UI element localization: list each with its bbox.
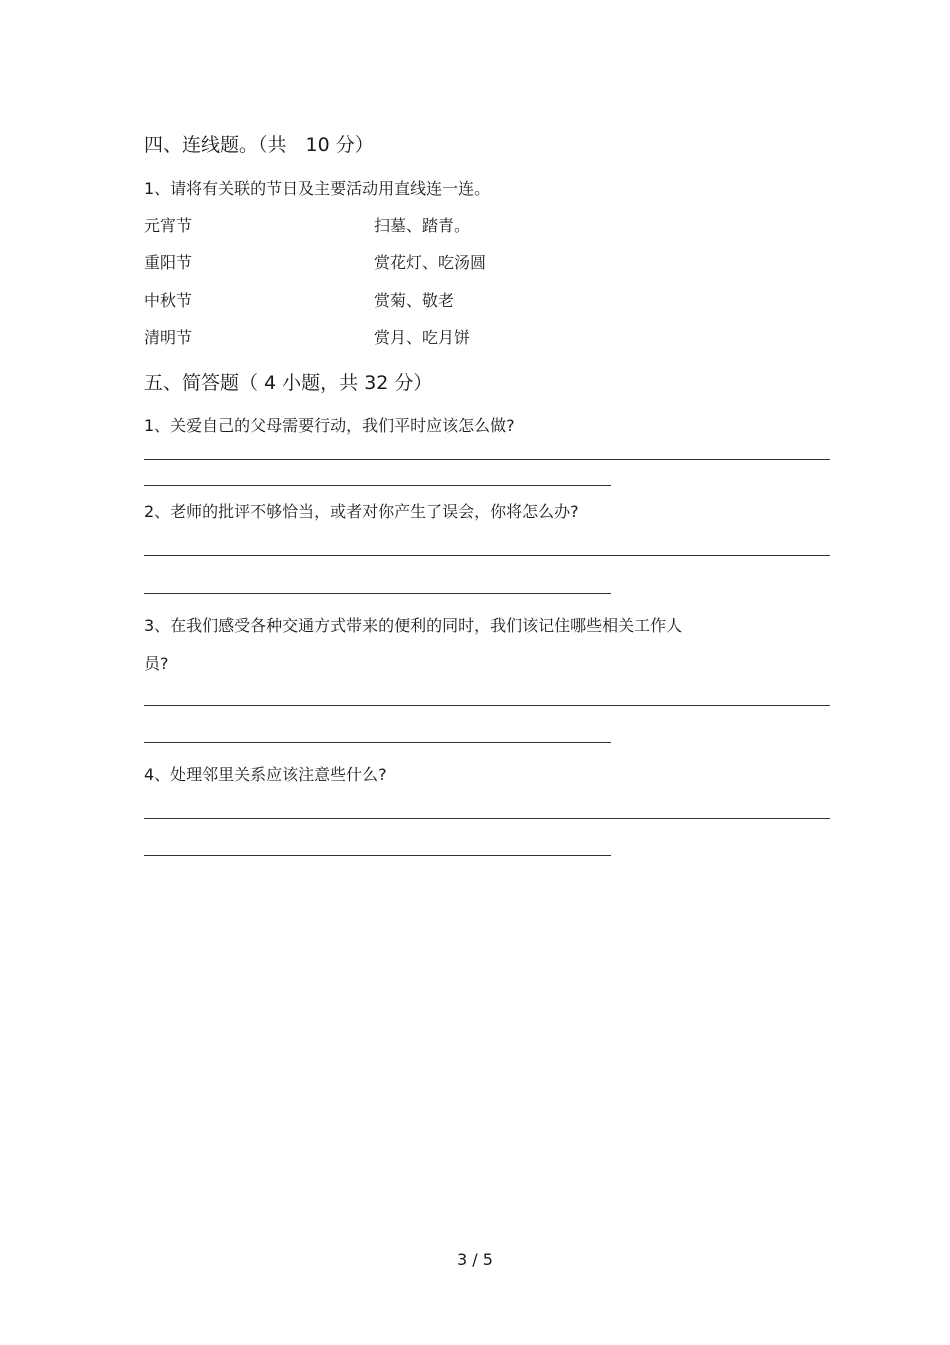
answer-line[interactable]: [144, 742, 611, 743]
answer-line[interactable]: [144, 459, 830, 460]
answer-line[interactable]: [144, 818, 830, 819]
answer-line[interactable]: [144, 855, 611, 856]
page-number: 3 / 5: [457, 1250, 493, 1269]
festival-item: 重阳节: [144, 253, 193, 272]
answer-line[interactable]: [144, 705, 830, 706]
festival-item: 元宵节: [144, 216, 193, 235]
activity-item: 赏花灯、吃汤圆: [374, 253, 487, 272]
question-4: 4、处理邻里关系应该注意些什么?: [144, 765, 387, 784]
answer-line[interactable]: [144, 555, 830, 556]
festival-item: 清明节: [144, 328, 193, 347]
section4-question: 1、请将有关联的节日及主要活动用直线连一连。: [144, 179, 491, 198]
activity-item: 赏月、吃月饼: [374, 328, 471, 347]
answer-line[interactable]: [144, 485, 611, 486]
answer-line[interactable]: [144, 593, 611, 594]
question-2: 2、老师的批评不够恰当，或者对你产生了误会，你将怎么办?: [144, 502, 579, 521]
section5-title: 五、简答题（ 4 小题，共 32 分）: [144, 372, 433, 394]
section4-title: 四、连线题。（共 10 分）: [144, 134, 374, 156]
activity-item: 扫墓、踏青。: [374, 216, 471, 235]
activity-item: 赏菊、敬老: [374, 291, 455, 310]
question-3-continued: 员?: [144, 654, 169, 673]
question-3: 3、在我们感受各种交通方式带来的便利的同时，我们该记住哪些相关工作人: [144, 616, 683, 635]
question-1: 1、关爱自己的父母需要行动，我们平时应该怎么做?: [144, 416, 515, 435]
festival-item: 中秋节: [144, 291, 193, 310]
